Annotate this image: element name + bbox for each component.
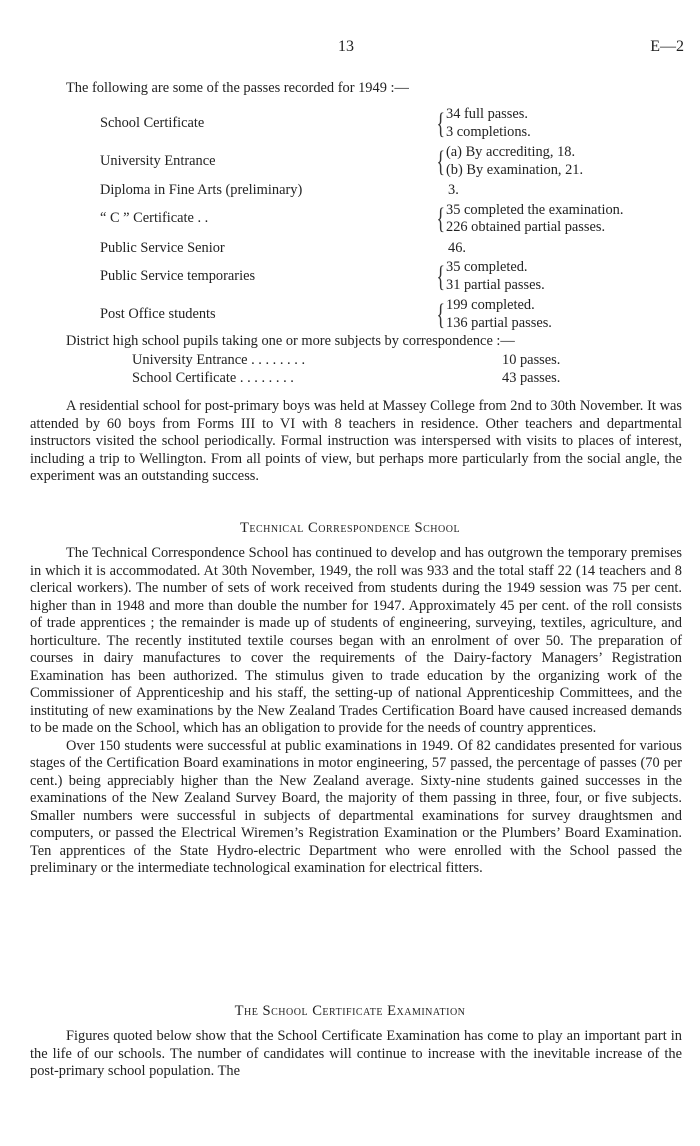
pass-label: Public Service temporaries	[100, 267, 256, 284]
district-label: School Certificate . . . . . . . .	[132, 369, 294, 386]
pass-values	[436, 259, 690, 294]
district-list	[132, 352, 692, 387]
pass-value: 35 completed.	[446, 259, 528, 275]
pass-row	[100, 182, 690, 200]
pass-value: 226 obtained partial passes.	[446, 219, 606, 235]
brace-glyph: {	[436, 202, 446, 235]
district-value: 10 passes.	[502, 352, 561, 368]
district-heading: District high school pupils taking one or more subjects by correspondence :—	[66, 333, 515, 349]
technical-section-body	[30, 545, 682, 878]
section-title-technical: Technical Correspondence School	[239, 520, 461, 536]
pass-values	[436, 240, 690, 258]
pass-value: 136 partial passes.	[446, 314, 552, 331]
document-reference: E—2	[650, 38, 684, 55]
pass-value: 46.	[448, 239, 466, 256]
passes-list	[100, 106, 690, 335]
pass-values	[436, 182, 690, 200]
district-value: 43 passes.	[502, 369, 561, 386]
district-label: University Entrance . . . . . . . .	[132, 352, 306, 368]
pass-value: 199 completed.	[446, 297, 535, 313]
page-number: 13	[338, 38, 354, 55]
pass-row	[100, 144, 690, 179]
brace-glyph: {	[436, 259, 446, 293]
district-row	[132, 352, 692, 370]
school-certificate-section-body	[30, 1028, 682, 1081]
pass-value: 3.	[448, 182, 459, 198]
pass-values	[436, 202, 690, 237]
pass-values	[436, 297, 690, 332]
paragraph: Figures quoted below show that the School Certificate Examination has come to play an important part in the life of our schools. The number of candidates will continue to increase with the inevitable increase of the post-primary school population. The	[30, 1028, 682, 1079]
pass-values	[436, 106, 690, 141]
pass-label: Public Service Senior	[100, 239, 225, 256]
pass-value: (a) By accrediting, 18.	[446, 144, 576, 160]
pass-label: Post Office students	[100, 305, 216, 322]
pass-row	[100, 297, 690, 332]
pass-label: Diploma in Fine Arts (preliminary)	[100, 182, 303, 198]
brace-glyph: {	[436, 297, 446, 331]
pass-label: School Certificate	[100, 114, 205, 131]
pass-value: 31 partial passes.	[446, 276, 545, 293]
pass-label: University Entrance	[100, 152, 216, 169]
pass-row	[100, 202, 690, 237]
paragraph: A residential school for post-primary boys was held at Massey College from 2nd to 30th November. It was attended by 60 boys from Forms III to VI with 8 teachers in residence. Other teachers and departmental instructors visited the school periodically. Formal instruction was interspersed with visits to places of interest, including a trip to Wellington. From all points of view, but perhaps more particularly from the social angle, the experiment was an outstanding success.	[30, 398, 682, 484]
page-header	[0, 38, 700, 58]
pass-values	[436, 144, 690, 179]
pass-value: 35 completed the examination.	[446, 201, 624, 218]
pass-value: 3 completions.	[446, 123, 531, 140]
pass-value: 34 full passes.	[446, 106, 528, 122]
pass-label: “ C ” Certificate . .	[100, 210, 209, 227]
residential-school-paragraph	[30, 398, 682, 486]
district-row	[132, 370, 692, 388]
brace-glyph: {	[436, 144, 446, 178]
brace-glyph: {	[436, 106, 446, 140]
section-title-school-certificate: The School Certificate Examination	[234, 1003, 466, 1019]
pass-row	[100, 106, 690, 141]
pass-row	[100, 240, 690, 258]
paragraph: The Technical Correspondence School has continued to develop and has outgrown the temporary premises in which it is accommodated. At 30th November, 1949, the roll was 933 and the total staff 22 (14 teachers and 8 clerical workers). The number of sets of work received from students during the 1949 session was 75 per cent. higher than in 1948 and more than double the number for 1947. Approximately 45 per cent. of the roll consists of trade apprentices ; the remainder is made up of students of engineering, surveying, textiles, agriculture, and horticulture. The recently instituted textile courses began with an enrolment of over 50. The preparation of courses in dairy manufactures to cover the requirements of the Dairy-factory Managers’ Registration Examination has been authorized. The stimulus given to trade education by the organizing work of the Commissioner of Apprenticeship and his staff, the setting-up of national Apprenticeship Committees, and the instituting of new examinations by the New Zealand Trades Certification Board have caused increased demands to be made on the School, which has an obligation to provide for the needs of country apprentices.	[30, 545, 682, 736]
pass-row	[100, 259, 690, 294]
paragraph: Over 150 students were successful at public examinations in 1949. Of 82 candidates presented for various stages of the Certification Board examinations in motor engineering, 57 passed, the percentage of passes (70 per cent.) being appreciably higher than the New Zealand average. Sixty-nine students gained successes in the examinations of the New Zealand Survey Board, the majority of them passing in three, four, or five subjects. Smaller numbers were successful in subjects of departmental examinations for survey draughtsmen and computers, or passed the Electrical Wiremen’s Registration Examination or the Plumbers’ Board Examination. Ten apprentices of the State Hydro-electric Department who were enrolled with the School passed the preliminary or the intermediate technological examination for electrical fitters.	[30, 737, 682, 876]
passes-intro: The following are some of the passes recorded for 1949 :—	[66, 80, 409, 96]
pass-value: (b) By examination, 21.	[446, 161, 584, 178]
